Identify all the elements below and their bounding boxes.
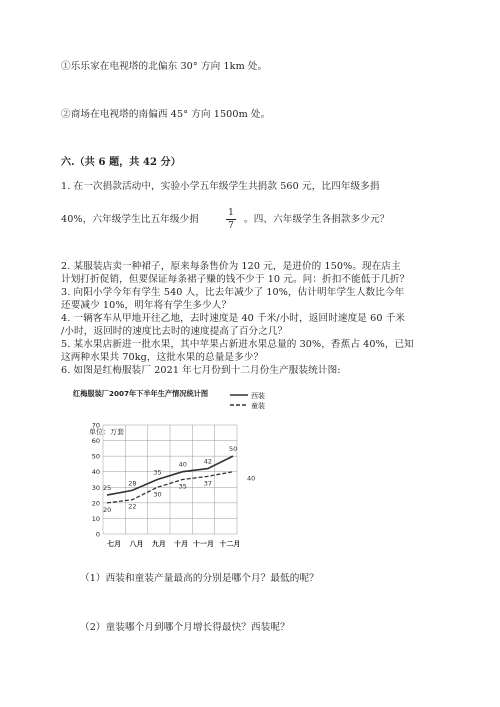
data-label: 35 <box>153 468 162 477</box>
data-label: 37 <box>203 479 213 488</box>
x-tick-label: 十月 <box>174 540 189 548</box>
q1-fraction <box>226 208 236 231</box>
y-tick-label: 40 <box>91 468 100 477</box>
y-tick-label: 30 <box>91 483 100 492</box>
legend-label: 西装 <box>251 392 265 400</box>
q5-item-1: ①乐乐家在电视塔的北偏东 30° 方向 1km 处。 <box>61 61 268 72</box>
q2-line-2: 计划打折促销，但要保证每条裙子赚的钱不少于 10 元。问：折扣不能低于几折？ <box>61 274 410 285</box>
x-tick-label: 十一月 <box>193 540 214 548</box>
q6-line: 6. 如图是红梅服装厂 2021 年七月份到十二月份生产服装统计图: <box>61 365 341 376</box>
chart-legend <box>230 391 265 410</box>
q5-item-2: ②商场在电视塔的南偏西 45° 方向 1500m 处。 <box>61 109 271 120</box>
q5-line-2: 这两种水果共 70kg，这批水果的总量是多少？ <box>61 352 264 363</box>
data-label: 50 <box>229 445 238 454</box>
line-chart <box>70 385 320 555</box>
sub-question-1: （1）西装和童装产量最高的分别是哪个月？最低的呢？ <box>80 573 319 584</box>
q1-line-2a: 40%，六年级学生比五年级少捐 <box>61 214 199 225</box>
x-tick-label: 八月 <box>129 540 144 548</box>
x-tick-label: 十二月 <box>219 540 241 548</box>
y-tick-label: 20 <box>91 499 100 508</box>
data-label: 25 <box>103 484 112 493</box>
data-label: 42 <box>203 457 213 466</box>
x-tick-label: 七月 <box>107 540 122 548</box>
fraction-numerator: 1 <box>228 208 234 218</box>
data-label: 40 <box>178 460 187 469</box>
q2-line-1: 2. 某服装店卖一种裙子，原来每条售价为 120 元，是进价的 150%。现在店主 <box>61 261 401 272</box>
data-label: 22 <box>128 502 137 511</box>
q1-line-1: 1. 在一次捐款活动中，实验小学五年级学生共捐款 560 元，比四年级多捐 <box>61 181 380 192</box>
y-tick-label: 10 <box>91 514 100 523</box>
q4-line-1: 4. 一辆客车从甲地开往乙地，去时速度是 40 千米/小时，返回时速度是 60 千米 <box>61 313 406 324</box>
x-tick-label: 九月 <box>151 540 166 548</box>
y-tick-label: 0 <box>95 530 100 539</box>
y-tick-label: 60 <box>91 437 100 446</box>
q1-line-2b: 。四、六年级学生各捐款多少元？ <box>244 214 390 225</box>
chart-title: 红梅服装厂2007年下半年生产情况统计图 <box>73 389 209 398</box>
q4-line-2: /小时，返回时的速度比去时的速度提高了百分之几？ <box>61 326 288 337</box>
legend-label: 童装 <box>251 402 265 410</box>
q5-line-1: 5. 某水果店新进一批水果，其中苹果占新进水果总量的 30%，香蕉占 40%，已知 <box>61 339 414 350</box>
data-label: 28 <box>128 479 137 488</box>
chart-unit: 单位：万套 <box>89 428 124 436</box>
q3-line-1: 3. 向阳小学今年有学生 540 人，比去年减少了 10%，估计明年学生人数比今年 <box>61 287 405 298</box>
data-label: 20 <box>103 505 112 514</box>
section-heading: 六.（共 6 题，共 42 分） <box>61 157 181 168</box>
y-tick-label: 50 <box>91 452 100 461</box>
q3-line-2: 还要减少 10%，明年将有学生多少人？ <box>61 300 232 311</box>
sub-question-2: （2）童装哪个月到哪个月增长得最快？西装呢？ <box>80 622 290 633</box>
data-label: 30 <box>153 490 162 499</box>
fraction-denominator: 7 <box>228 221 234 231</box>
y-tick-label: 70 <box>91 421 100 430</box>
data-label: 40 <box>247 474 256 483</box>
data-label: 35 <box>178 482 187 491</box>
